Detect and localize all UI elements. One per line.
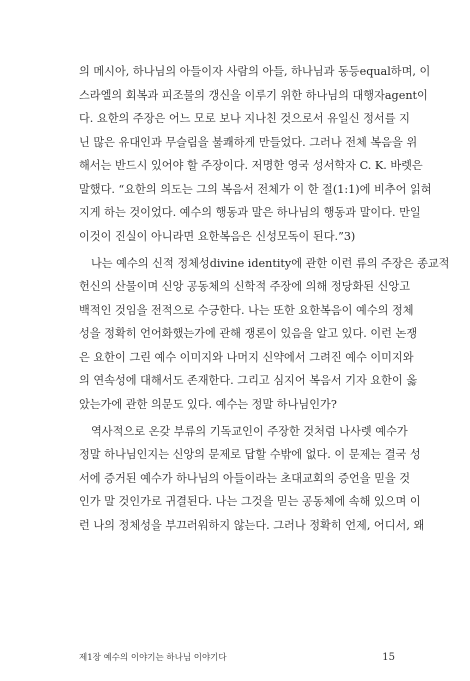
text-line: 았는가에 관한 의문도 있다. 예수는 정말 하나님인가? [79, 397, 337, 411]
text-line: 서에 증거된 예수가 하나님의 아들이라는 초대교회의 증언을 믿을 것 [79, 471, 411, 485]
page-footer [79, 651, 395, 663]
text-line: 다. 요한의 주장은 어느 모로 보나 지나친 것으로서 유일신 정서를 지 [79, 112, 410, 125]
text-line: 의 연속성에 대해서도 존재한다. 그리고 심지어 복음서 기자 요한이 옳 [79, 374, 418, 387]
text-line: 런 나의 정체성을 부끄러워하지 않는다. 그러나 정확히 언제, 어디서, 왜 [79, 518, 425, 532]
text-line: 성을 정확히 언어화했는가에 관해 쟁론이 있음을 알고 있다. 이런 논쟁 [79, 327, 418, 340]
text-line: 역사적으로 온갖 부류의 기독교인이 주장한 것처럼 나사렛 예수가 [91, 424, 408, 438]
text-line: 백적인 것임을 전적으로 수긍한다. 나는 또한 요한복음이 예수의 정체 [79, 303, 414, 317]
text-line: 헌신의 산물이며 신앙 공동체의 신학적 주장에 의해 정당화된 신앙고 [79, 280, 411, 293]
running-title: 제1장 예수의 이야기는 하나님 이야기다 [79, 653, 227, 663]
body-text [79, 60, 450, 537]
text-line: 인가 말 것인가로 귀결된다. 나는 그것을 믿는 공동체에 속해 있으며 이 [79, 495, 421, 508]
page-number: 15 [382, 652, 395, 663]
text-line: 해서는 반드시 있어야 할 주장이다. 저명한 영국 성서학자 C. K. 바렛은 [79, 159, 423, 172]
text-line: 이것이 진실이 아니라면 요한복음은 신성모독이 된다.”3) [79, 229, 356, 243]
text-line: 의 메시아, 하나님의 아들이자 사람의 아들, 하나님과 동등equal하며, 이 [79, 65, 431, 78]
text-line: 닌 많은 유대인과 무슬림을 불쾌하게 만들었다. 그러나 전체 복음을 위 [79, 135, 418, 149]
text-line: 스라엘의 회복과 피조물의 갱신을 이루기 위한 하나님의 대행자agent이 [79, 88, 428, 102]
text-line: 정말 하나님인지는 신앙의 문제로 답할 수밖에 없다. 이 문제는 결국 성 [79, 448, 421, 461]
text-line: 은 요한이 그린 예수 이미지와 나머지 신약에서 그려진 예수 이미지와 [79, 350, 414, 364]
text-line: 말했다. “요한의 의도는 그의 복음서 전체가 이 한 절(1:1)에 비추어 읽혀 [79, 182, 432, 196]
text-line: 지게 하는 것이었다. 예수의 행동과 말은 하나님의 행동과 말이다. 만일 [79, 206, 421, 219]
text-line: 나는 예수의 신적 정체성divine identity에 관한 이런 류의 주장은 종교적 [91, 256, 450, 270]
